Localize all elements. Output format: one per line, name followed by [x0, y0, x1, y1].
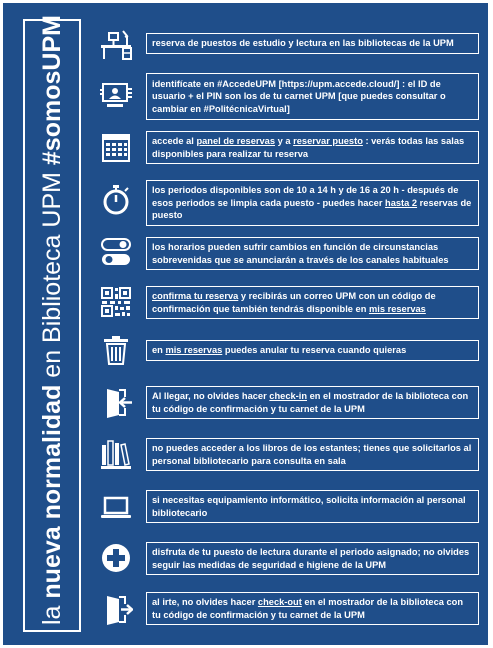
info-text	[152, 494, 473, 519]
text-segment: en el mostrador de la biblioteca con tu código de confirmación y tu carnet de la UPM	[152, 597, 464, 620]
info-box-7	[146, 340, 479, 361]
books-icon	[99, 437, 133, 471]
link-text[interactable]: check-out	[257, 597, 302, 607]
link-text[interactable]: reservar puesto	[293, 136, 363, 146]
info-box-10	[146, 490, 479, 523]
info-box-6	[146, 286, 479, 319]
info-text	[152, 135, 473, 160]
side-title-pre: la	[38, 598, 66, 625]
info-text	[152, 596, 473, 621]
check-in-icon	[99, 385, 133, 419]
info-box-12	[146, 592, 479, 625]
link-text[interactable]: panel de reservas	[196, 136, 276, 146]
text-segment: los horarios pueden sufrir cambios en función de circunstancias sobrevenidas que se anunciarán a través de los canales habituales	[152, 242, 449, 265]
calendar-icon	[99, 130, 133, 164]
info-box-3	[146, 131, 479, 164]
link-text[interactable]: mis reservas	[368, 303, 426, 314]
info-text	[152, 78, 473, 116]
text-segment: : verás todas las salas disponibles para realizar tu reserva	[152, 136, 465, 159]
text-segment: en el mostrador de la biblioteca con tu código de confirmación y tu carnet de la UPM	[152, 391, 469, 414]
info-box-8	[146, 386, 479, 419]
info-text	[152, 344, 406, 357]
toggle-icon	[99, 235, 133, 269]
info-text	[152, 37, 454, 50]
computer-login-icon	[99, 79, 133, 113]
text-segment: no puedes acceder a los libros de los estantes; tienes que solicitarlos al personal bibliotecario para consulta en sala	[152, 443, 472, 466]
info-box-2	[146, 73, 479, 120]
text-segment: al irte, no olvides hacer	[152, 597, 258, 607]
text-segment: y recibirás un correo UPM con un código de confirmación que también tendrás disponible en	[152, 291, 436, 314]
text-segment: accede al	[152, 136, 197, 146]
text-segment: en	[152, 345, 166, 356]
text-segment: los periodos disponibles son de 10 a 14 h y de 16 a 20 h - después de esos periodos se limpia cada puesto - puedes hacer	[152, 185, 459, 208]
side-title-bold-1: nueva normalidad	[38, 384, 66, 599]
info-text	[152, 290, 473, 315]
poster	[3, 3, 488, 645]
info-box-5	[146, 237, 479, 270]
trash-icon	[99, 333, 133, 367]
text-segment: y a	[275, 136, 294, 146]
side-title-bold-2: #somosUPM	[38, 15, 66, 166]
info-box-9	[146, 438, 479, 471]
text-segment: reserva de puestos de estudio y lectura en las bibliotecas de la UPM	[152, 38, 454, 48]
text-segment: identifícate en #AccedeUPM [https://upm.accede.cloud/] : el ID de usuario + el PIN son los de tu carnet UPM [que puedes consultar o cambiar en #PolitécnicaVirtual]	[152, 78, 446, 114]
link-text[interactable]: hasta 2	[385, 197, 418, 208]
info-text	[152, 390, 473, 415]
info-text	[152, 241, 473, 266]
info-box-11	[146, 542, 479, 575]
qr-code-icon	[99, 285, 133, 319]
study-desk-icon	[99, 27, 133, 61]
link-text[interactable]: mis reservas	[165, 345, 223, 356]
info-box-4	[146, 180, 479, 226]
text-segment: Al llegar, no olvides hacer	[152, 391, 270, 401]
info-text	[152, 442, 473, 467]
side-title-mid: en Biblioteca UPM	[38, 165, 66, 385]
link-text[interactable]: confirma tu reserva	[152, 291, 239, 301]
medical-cross-icon	[99, 541, 133, 575]
info-text	[152, 546, 473, 571]
stopwatch-icon	[99, 183, 133, 217]
text-segment: puedes anular tu reserva cuando quieras	[222, 345, 407, 356]
laptop-icon	[99, 490, 133, 524]
check-out-icon	[99, 592, 133, 626]
text-segment: si necesitas equipamiento informático, solicita información al personal bibliotecario	[152, 495, 466, 518]
side-title	[28, 15, 76, 625]
link-text[interactable]: check-in	[269, 391, 308, 401]
text-segment: reservas de puesto	[152, 197, 472, 220]
text-segment: disfruta de tu puesto de lectura durante el periodo asignado; no olvides seguir las medidas de seguridad e higiene de la UPM	[152, 547, 470, 570]
info-text	[152, 184, 473, 222]
info-box-1	[146, 33, 479, 54]
